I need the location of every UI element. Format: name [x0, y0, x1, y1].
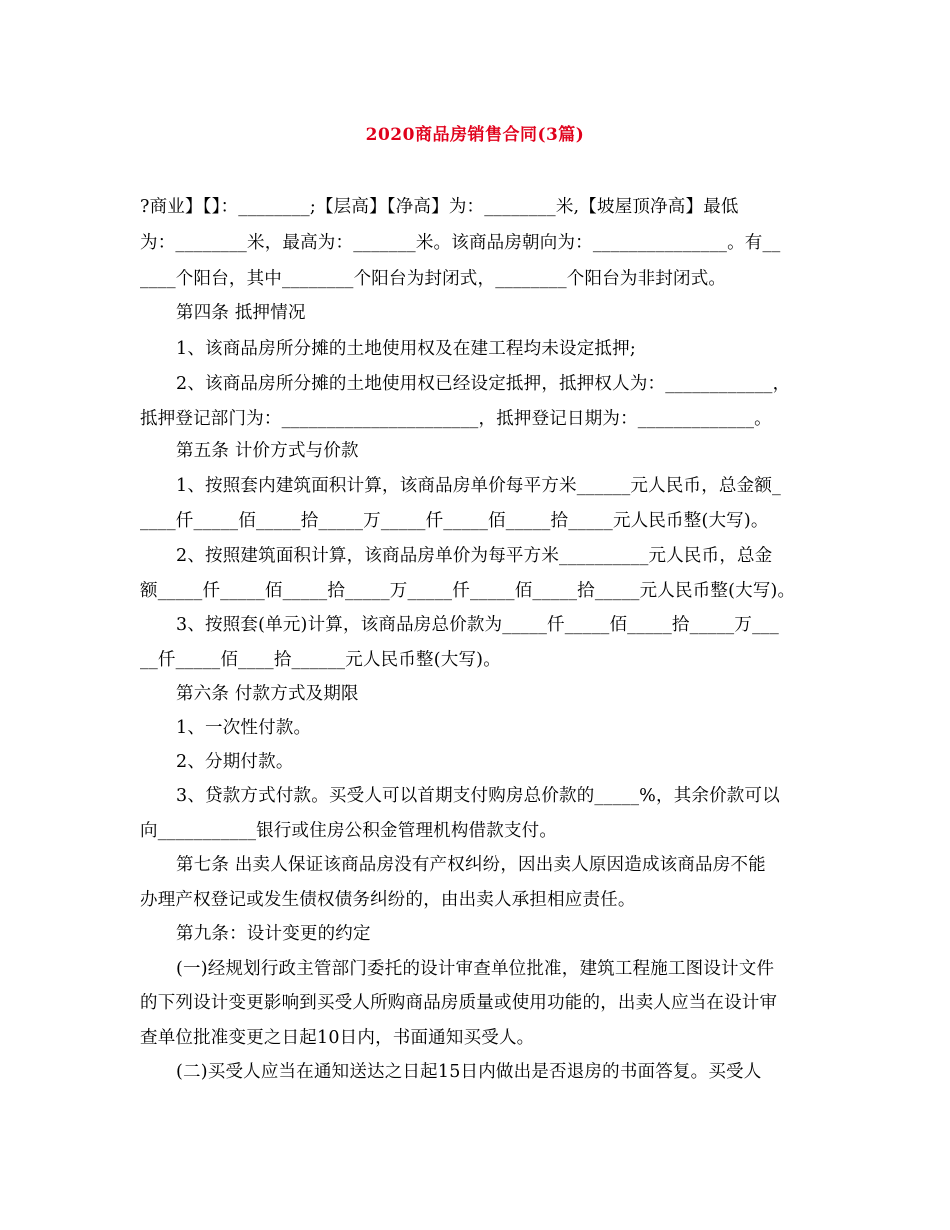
text-line: 1、该商品房所分摊的土地使用权及在建工程均未设定抵押;: [176, 339, 636, 359]
text-line: 2、分期付款。: [176, 752, 294, 772]
section-heading: 第六条 付款方式及期限: [176, 684, 359, 704]
text-line: ____个阳台，其中________个阳台为封闭式，________个阳台为非封闭式。: [140, 269, 727, 289]
section-heading: 第四条 抵押情况: [176, 303, 306, 323]
text-line: ____仟_____佰_____拾_____万_____仟_____佰_____拾_____元人民币整(大写)。: [140, 511, 769, 531]
section-heading: 第九条：设计变更的约定: [176, 924, 371, 944]
document-title: 2020商品房销售合同(3篇): [365, 125, 585, 145]
text-line: 1、按照套内建筑面积计算，该商品房单价每平方米______元人民币，总金额_: [176, 476, 781, 496]
section-heading: 第七条 出卖人保证该商品房没有产权纠纷，因出卖人原因造成该商品房不能: [176, 855, 766, 875]
text-line: 3、按照套(单元)计算，该商品房总价款为_____仟_____佰_____拾_____万___: [176, 615, 779, 635]
text-line: (一)经规划行政主管部门委托的设计审查单位批准，建筑工程施工图设计文件: [176, 959, 775, 979]
text-line: __仟_____佰____拾______元人民币整(大写)。: [140, 650, 501, 670]
text-line: 办理产权登记或发生债权债务纠纷的，由出卖人承担相应责任。: [140, 890, 636, 910]
text-line: 抵押登记部门为：______________________，抵押登记日期为：_____________。: [140, 409, 772, 429]
text-line: 向___________银行或住房公积金管理机构借款支付。: [140, 821, 558, 841]
text-line: ?商业】【】：________;【层高】【净高】为：________米,【坡屋顶净高】最低: [140, 197, 739, 217]
text-line: 3、贷款方式付款。买受人可以首期支付购房总价款的_____%，其余价款可以: [176, 786, 780, 806]
text-line: 额_____仟_____佰_____拾_____万_____仟_____佰_____拾_____元人民币整(大写)。: [140, 581, 796, 601]
text-line: 1、一次性付款。: [176, 718, 312, 738]
text-line: 2、该商品房所分摊的土地使用权已经设定抵押，抵押权人为：____________，: [176, 374, 791, 394]
text-line: 为：________米，最高为：_______米。该商品房朝向为：_______________。有__: [140, 233, 781, 253]
text-line: 查单位批准变更之日起10日内，书面通知买受人。: [140, 1028, 535, 1048]
text-line: 2、按照建筑面积计算，该商品房单价为每平方米__________元人民币，总金: [176, 546, 773, 566]
section-heading: 第五条 计价方式与价款: [176, 441, 359, 461]
text-line: 的下列设计变更影响到买受人所购商品房质量或使用功能的，出卖人应当在设计审: [140, 993, 778, 1013]
text-line: (二)买受人应当在通知送达之日起15日内做出是否退房的书面答复。买受人: [176, 1062, 762, 1082]
